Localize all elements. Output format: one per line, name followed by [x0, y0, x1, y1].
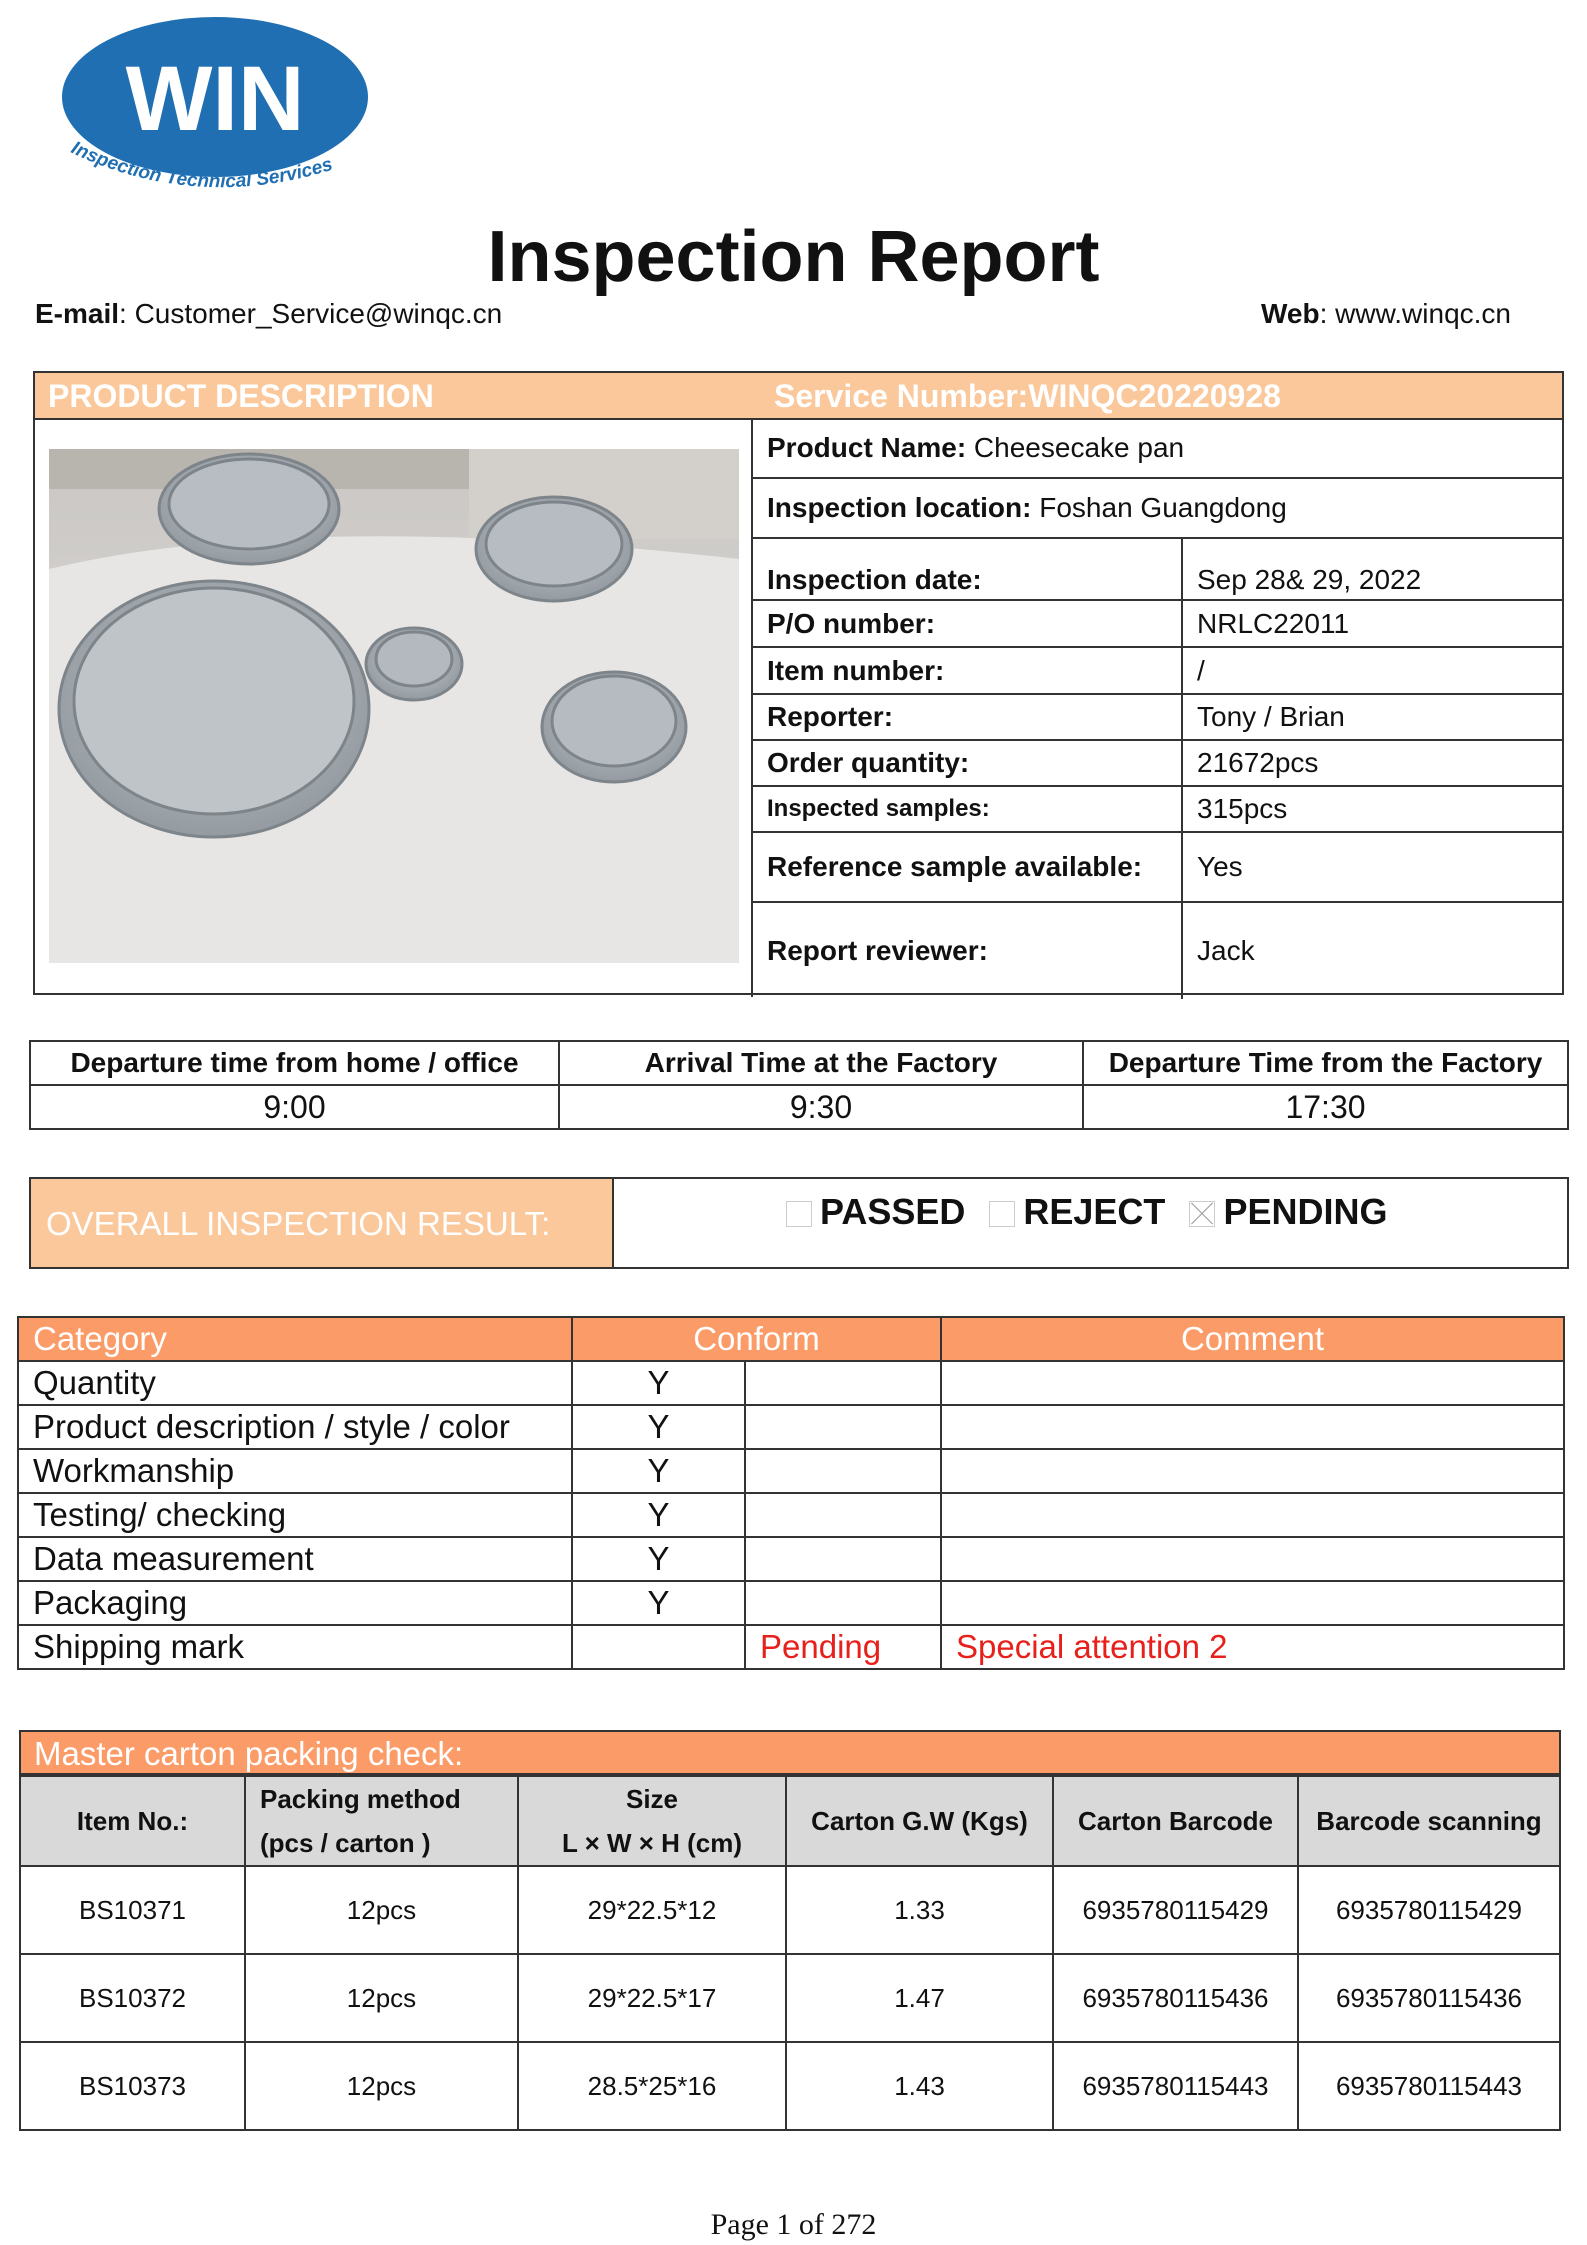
category-row — [18, 1625, 1564, 1669]
carton-header-row — [20, 1776, 1560, 1866]
size-header: Size L × W × H (cm) — [518, 1776, 786, 1866]
overall-result-section — [29, 1177, 1569, 1269]
logo-brand: WIN — [125, 48, 305, 150]
carton-barcode: 6935780115429 — [1053, 1866, 1298, 1954]
info-value: Tony / Brian — [1182, 694, 1564, 740]
category-header-row — [18, 1317, 1564, 1361]
product-photo — [49, 449, 739, 963]
category-row — [18, 1405, 1564, 1449]
info-value: / — [1182, 647, 1564, 694]
info-label: Inspected samples: — [753, 786, 1182, 832]
item-no: BS10371 — [20, 1866, 245, 1954]
carton-row — [20, 1954, 1560, 2042]
comment-value: Special attention 2 — [941, 1625, 1564, 1669]
info-label: Inspection date: — [753, 538, 1182, 600]
category-name: Shipping mark — [18, 1625, 572, 1669]
item-no: BS10372 — [20, 1954, 245, 2042]
barcode-scanning-header: Barcode scanning — [1298, 1776, 1560, 1866]
info-row — [753, 740, 1564, 786]
option-pending[interactable]: PENDING — [1189, 1191, 1387, 1232]
category-name: Packaging — [18, 1581, 572, 1625]
info-label: P/O number: — [753, 600, 1182, 647]
product-section-header — [35, 373, 1562, 420]
pending-checkbox[interactable] — [1189, 1201, 1215, 1227]
info-row — [753, 902, 1564, 999]
comment-value — [941, 1405, 1564, 1449]
time-header: Departure time from home / office — [30, 1041, 559, 1085]
option-reject[interactable]: REJECT — [989, 1191, 1165, 1232]
carton-table — [19, 1775, 1561, 2131]
time-header-row — [30, 1041, 1568, 1085]
overall-result-label: OVERALL INSPECTION RESULT: — [46, 1205, 551, 1242]
gross-weight-header: Carton G.W (Kgs) — [786, 1776, 1053, 1866]
conform-value: Y — [572, 1361, 745, 1405]
comment-value — [941, 1493, 1564, 1537]
info-row — [753, 832, 1564, 902]
status-value — [745, 1537, 941, 1581]
size: 29*22.5*17 — [518, 1954, 786, 2042]
info-value: Sep 28& 29, 2022 — [1182, 538, 1564, 600]
info-row — [753, 538, 1564, 600]
inspection-location: Inspection location: Foshan Guangdong — [753, 478, 1564, 538]
info-value: 21672pcs — [1182, 740, 1564, 786]
category-name: Product description / style / color — [18, 1405, 572, 1449]
logo-tagline: Inspection Technical Services — [67, 137, 336, 193]
time-header: Departure Time from the Factory — [1083, 1041, 1568, 1085]
time-header: Arrival Time at the Factory — [559, 1041, 1083, 1085]
time-value: 9:00 — [30, 1085, 559, 1129]
page-number: Page 1 of 272 — [710, 2208, 877, 2241]
status-value — [745, 1581, 941, 1625]
category-row — [18, 1537, 1564, 1581]
carton-barcode-header: Carton Barcode — [1053, 1776, 1298, 1866]
result-options — [786, 1191, 1401, 1233]
email-line — [35, 298, 502, 330]
category-table — [17, 1316, 1565, 1670]
carton-section-header — [19, 1730, 1561, 1775]
info-row — [753, 647, 1564, 694]
status-value — [745, 1361, 941, 1405]
email-value[interactable]: : Customer_Service@winqc.cn — [119, 298, 503, 329]
packing-method: 12pcs — [245, 1866, 518, 1954]
carton-row — [20, 2042, 1560, 2130]
gross-weight: 1.43 — [786, 2042, 1053, 2130]
info-value: NRLC22011 — [1182, 600, 1564, 647]
info-row — [753, 600, 1564, 647]
comment-value — [941, 1449, 1564, 1493]
page-title: Inspection Report — [487, 217, 1100, 297]
category-row — [18, 1581, 1564, 1625]
gross-weight: 1.33 — [786, 1866, 1053, 1954]
product-description-section — [33, 371, 1564, 995]
conform-value — [572, 1625, 745, 1669]
info-label: Reference sample available: — [753, 832, 1182, 902]
barcode-scanning: 6935780115436 — [1298, 1954, 1560, 2042]
status-value: Pending — [745, 1625, 941, 1669]
category-row — [18, 1493, 1564, 1537]
category-row — [18, 1361, 1564, 1405]
email-label: E-mail — [35, 298, 120, 329]
conform-value: Y — [572, 1449, 745, 1493]
comment-value — [941, 1581, 1564, 1625]
category-name: Data measurement — [18, 1537, 572, 1581]
item-no-header: Item No.: — [20, 1776, 245, 1866]
product-name: Product Name: Cheesecake pan — [753, 418, 1564, 478]
info-label: Reporter: — [753, 694, 1182, 740]
item-no: BS10373 — [20, 2042, 245, 2130]
product-section-label: PRODUCT DESCRIPTION — [48, 378, 434, 414]
info-value: Jack — [1182, 902, 1564, 999]
status-value — [745, 1449, 941, 1493]
carton-row — [20, 1866, 1560, 1954]
conform-value: Y — [572, 1581, 745, 1625]
size: 28.5*25*16 — [518, 2042, 786, 2130]
info-label: Order quantity: — [753, 740, 1182, 786]
web-value[interactable]: : www.winqc.cn — [1319, 298, 1511, 329]
service-number: Service Number:WINQC20220928 — [774, 378, 1281, 414]
time-value: 17:30 — [1083, 1085, 1568, 1129]
info-row — [753, 694, 1564, 740]
win-logo — [55, 2, 375, 212]
conform-value: Y — [572, 1493, 745, 1537]
info-row-product-name — [753, 418, 1564, 478]
category-name: Quantity — [18, 1361, 572, 1405]
category-row — [18, 1449, 1564, 1493]
info-label: Report reviewer: — [767, 935, 988, 966]
time-value-row — [30, 1085, 1568, 1129]
time-value: 9:30 — [559, 1085, 1083, 1129]
comment-header: Comment — [941, 1317, 1564, 1361]
web-label: Web — [1260, 298, 1320, 329]
info-row-location — [753, 478, 1564, 538]
category-name: Testing/ checking — [18, 1493, 572, 1537]
info-label: Item number: — [753, 647, 1182, 694]
status-value — [745, 1493, 941, 1537]
info-value: 315pcs — [1182, 786, 1564, 832]
carton-section-title: Master carton packing check: — [34, 1735, 464, 1772]
overall-result-label-cell — [31, 1179, 614, 1267]
passed-checkbox[interactable] — [786, 1201, 812, 1227]
barcode-scanning: 6935780115429 — [1298, 1866, 1560, 1954]
barcode-scanning: 6935780115443 — [1298, 2042, 1560, 2130]
info-value: Yes — [1182, 832, 1564, 902]
comment-value — [941, 1537, 1564, 1581]
time-table — [29, 1040, 1569, 1130]
carton-barcode: 6935780115436 — [1053, 1954, 1298, 2042]
comment-value — [941, 1361, 1564, 1405]
carton-barcode: 6935780115443 — [1053, 2042, 1298, 2130]
size: 29*22.5*12 — [518, 1866, 786, 1954]
status-value — [745, 1405, 941, 1449]
category-name: Workmanship — [18, 1449, 572, 1493]
packing-method: 12pcs — [245, 1954, 518, 2042]
option-passed[interactable]: PASSED — [786, 1191, 965, 1232]
conform-value: Y — [572, 1405, 745, 1449]
category-header: Category — [18, 1317, 572, 1361]
conform-header: Conform — [572, 1317, 941, 1361]
conform-value: Y — [572, 1537, 745, 1581]
packing-method: 12pcs — [245, 2042, 518, 2130]
web-line — [1261, 298, 1511, 330]
product-info-table — [753, 418, 1564, 999]
info-row — [753, 786, 1564, 832]
packing-method-header: Packing method (pcs / carton ) — [245, 1776, 518, 1866]
gross-weight: 1.47 — [786, 1954, 1053, 2042]
reject-checkbox[interactable] — [989, 1201, 1015, 1227]
